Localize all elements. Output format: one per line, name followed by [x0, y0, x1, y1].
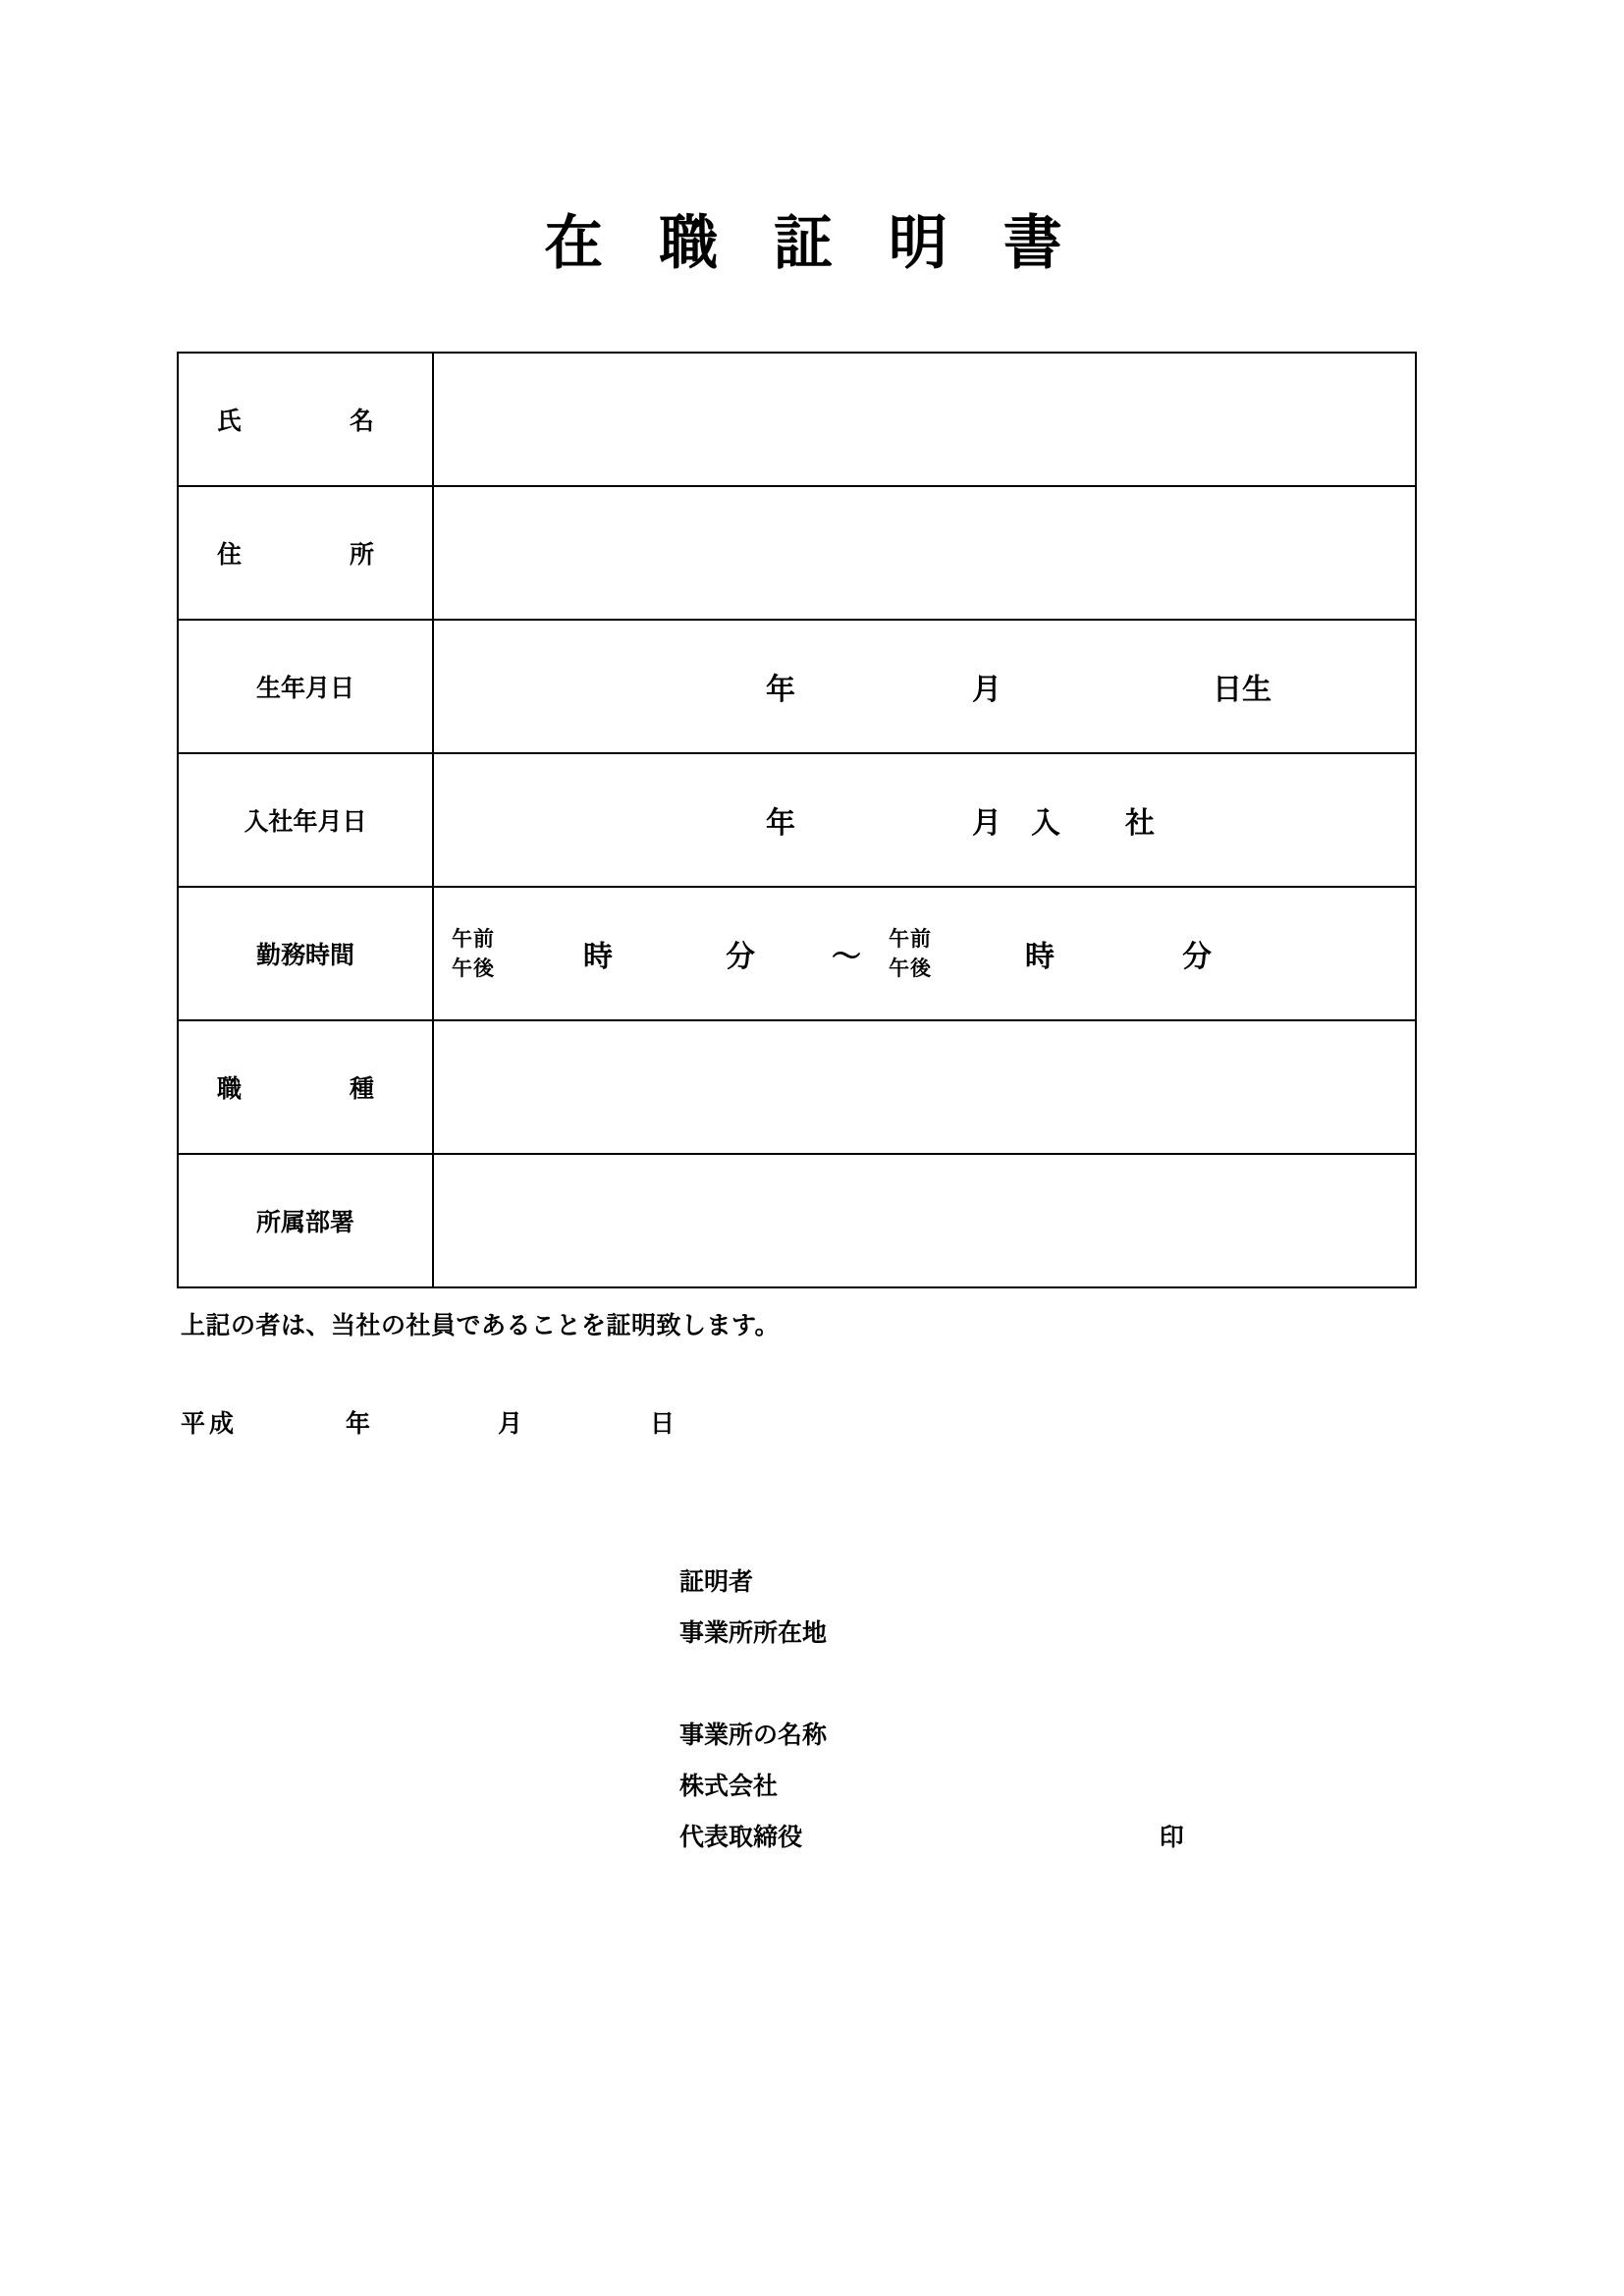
row-label-address: 住 所 — [178, 486, 433, 620]
row-value-joindate[interactable] — [433, 753, 1416, 887]
birthdate-month-marker: 月 — [972, 673, 1001, 707]
row-value-job-type[interactable] — [433, 1020, 1416, 1154]
office-name-label[interactable]: 事業所の名称 — [679, 1721, 828, 1749]
joindate-suffix: 入 社 — [1031, 806, 1172, 841]
birthdate-day-marker: 日生 — [1213, 673, 1272, 707]
signature-spacer — [679, 1659, 1184, 1710]
am-label-start: 午前 — [452, 926, 495, 951]
joindate-year-marker: 年 — [766, 806, 795, 841]
row-value-name[interactable] — [433, 353, 1416, 486]
issue-day-marker: 日 — [650, 1409, 676, 1438]
ampm-selector-end[interactable] — [889, 924, 932, 984]
row-value-birthdate[interactable] — [433, 620, 1416, 753]
representative-label: 代表取締役 — [679, 1823, 803, 1851]
start-minute-marker: 分 — [726, 940, 755, 974]
ampm-selector-start[interactable] — [452, 924, 495, 984]
page-title: 在 職 証 明 書 — [544, 209, 1080, 278]
representative-line[interactable] — [679, 1812, 1184, 1863]
start-hour-marker: 時 — [583, 940, 613, 974]
employment-certificate-table — [177, 352, 1417, 1288]
joindate-month-marker: 月 — [972, 806, 1001, 841]
row-label-department: 所属部署 — [178, 1154, 433, 1287]
row-value-address[interactable] — [433, 486, 1416, 620]
range-tilde: ～ — [832, 940, 861, 974]
row-label-name: 氏 名 — [178, 353, 433, 486]
signature-block — [679, 1557, 1184, 1863]
issue-era-label: 平成 — [181, 1409, 239, 1438]
seal-label: 印 — [1159, 1823, 1184, 1851]
certifier-label: 証明者 — [679, 1567, 754, 1596]
row-label-birthdate: 生年月日 — [178, 620, 433, 753]
row-label-joindate: 入社年月日 — [178, 753, 433, 887]
row-value-department[interactable] — [433, 1154, 1416, 1287]
issue-month-marker: 月 — [498, 1409, 523, 1438]
end-hour-marker: 時 — [1025, 940, 1055, 974]
am-label-end: 午前 — [889, 926, 932, 951]
table-row — [178, 353, 1416, 486]
end-minute-marker: 分 — [1182, 940, 1212, 974]
table-row — [178, 620, 1416, 753]
issue-date-line[interactable] — [181, 1404, 675, 1440]
pm-label-end: 午後 — [889, 957, 932, 980]
table-row — [178, 486, 1416, 620]
table-row — [178, 887, 1416, 1020]
row-label-job-type: 職 種 — [178, 1020, 433, 1154]
birthdate-year-marker: 年 — [766, 673, 795, 707]
row-value-working-hours[interactable] — [433, 887, 1416, 1020]
issue-year-marker: 年 — [346, 1409, 371, 1438]
row-label-working-hours: 勤務時間 — [178, 887, 433, 1020]
table-row — [178, 1020, 1416, 1154]
table-row — [178, 753, 1416, 887]
certification-statement: 上記の者は、当社の社員であることを証明致します。 — [181, 1311, 781, 1339]
table-row — [178, 1154, 1416, 1287]
office-address-label[interactable]: 事業所所在地 — [679, 1618, 828, 1647]
company-type-label[interactable]: 株式会社 — [679, 1772, 779, 1800]
pm-label-start: 午後 — [452, 957, 495, 980]
